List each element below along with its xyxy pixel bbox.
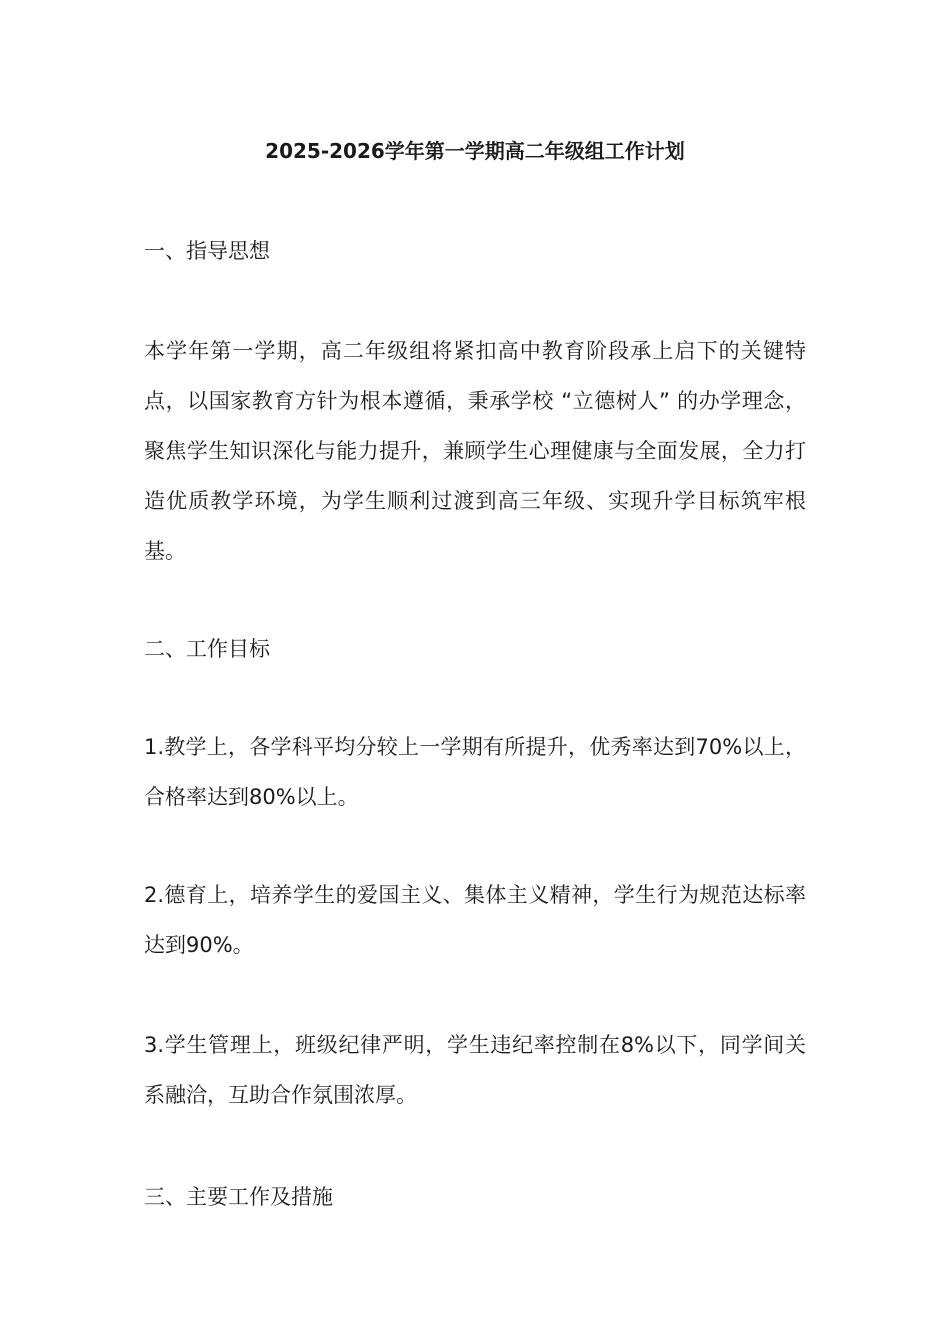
paragraph-goal-moral-education: 2.德育上，培养学生的爱国主义、集体主义精神，学生行为规范达标率达到90%。 [144, 883, 806, 957]
section-heading-guiding-ideology: 一、指导思想 [144, 239, 270, 263]
section-heading-work-goals: 二、工作目标 [144, 637, 270, 661]
paragraph-goal-student-management: 3.学生管理上，班级纪律严明，学生违纪率控制在8%以下，同学间关系融洽，互助合作氛围浓厚。 [144, 1033, 806, 1107]
document-title: 2025-2026学年第一学期高二年级组工作计划 [265, 139, 685, 163]
paragraph-goal-teaching: 1.教学上，各学科平均分较上一学期有所提升，优秀率达到70%以上，合格率达到80%以上。 [144, 735, 806, 809]
section-heading-main-work-measures: 三、主要工作及措施 [144, 1185, 333, 1209]
paragraph-guiding-ideology: 本学年第一学期，高二年级组将紧扣高中教育阶段承上启下的关键特点，以国家教育方针为根本遵循，秉承学校 “立德树人” 的办学理念，聚焦学生知识深化与能力提升，兼顾学生心理健康与全面发展，全力打造优质教学环境，为学生顺利过渡到高三年级、实现升学目标筑牢根基。 [144, 339, 806, 563]
